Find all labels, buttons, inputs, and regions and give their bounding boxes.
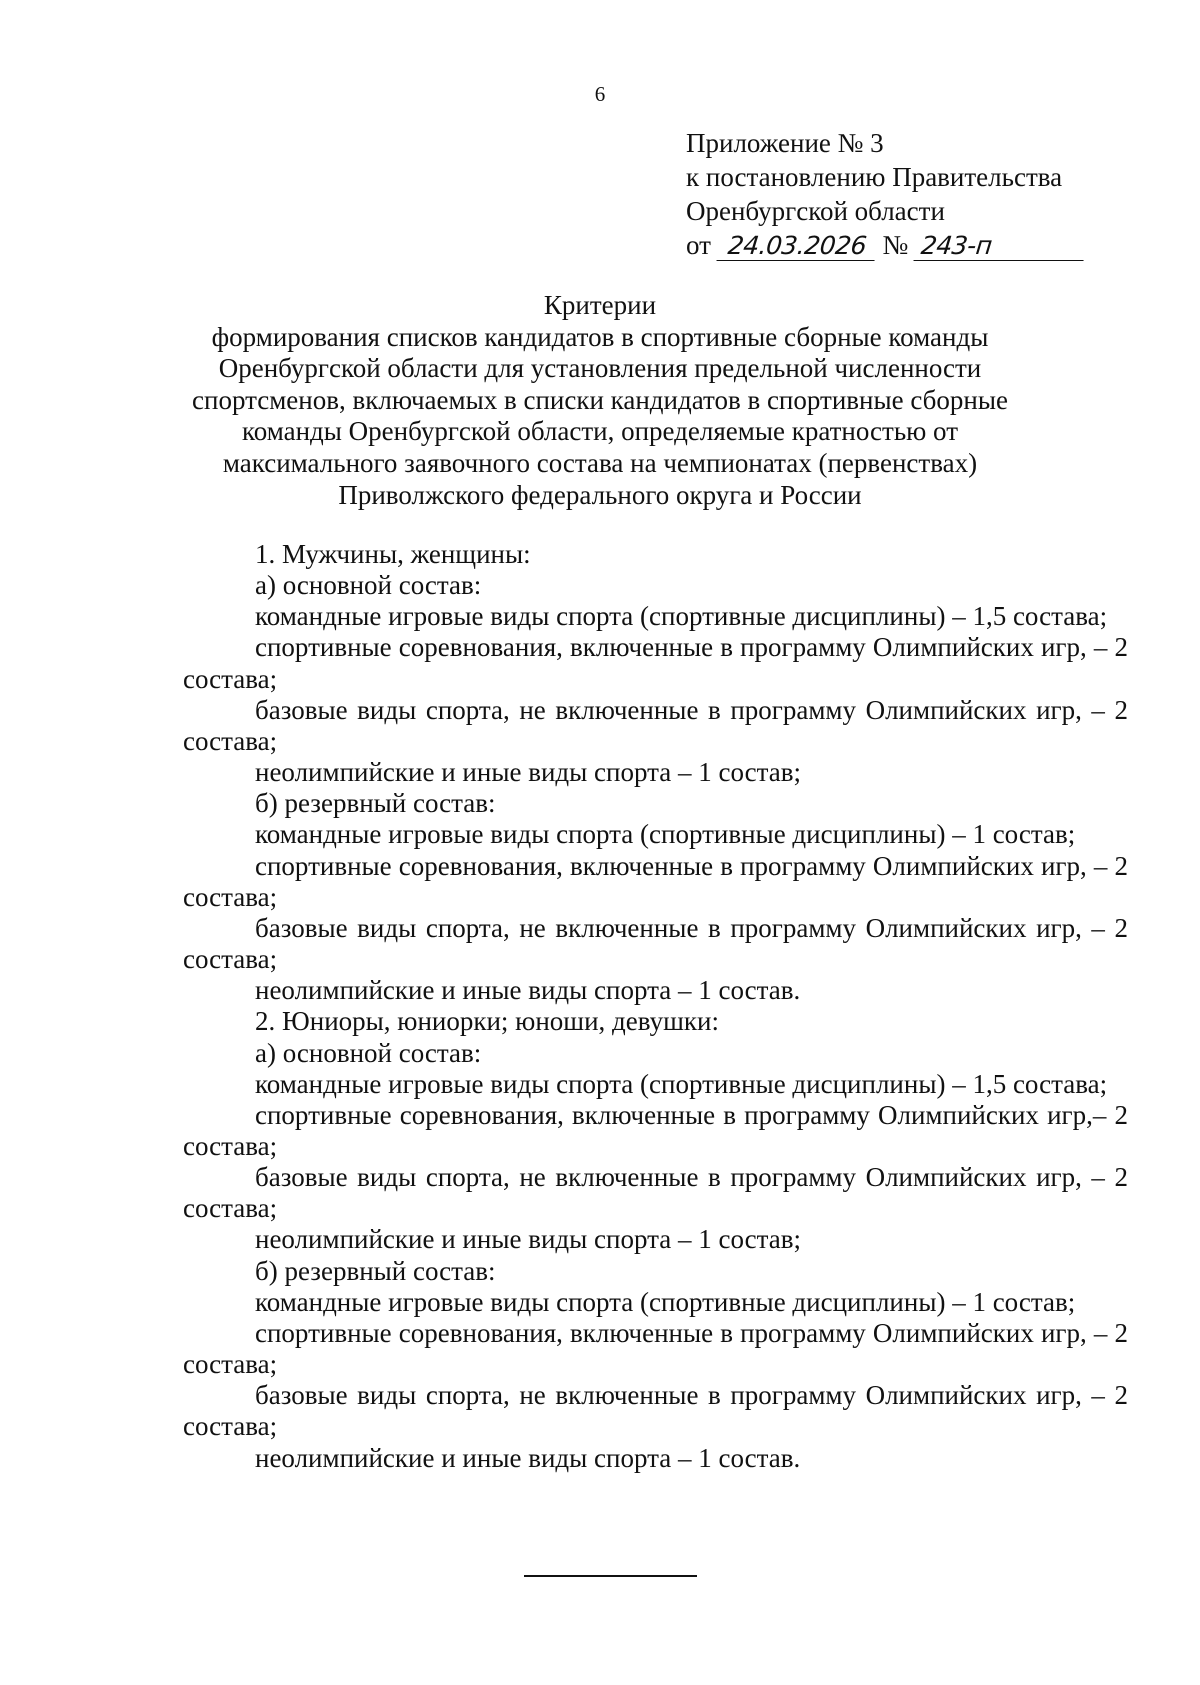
- appendix-title: Приложение № 3: [686, 128, 884, 158]
- title-line: формирования списков кандидатов в спортивные сборные команды: [211, 321, 989, 352]
- criteria-body: [183, 539, 1128, 1474]
- appendix-date-number: [686, 228, 1156, 262]
- title-line: команды Оренбургской области, определяемые кратностью от: [241, 416, 958, 447]
- handwritten-date: 24.03.2026: [716, 232, 877, 261]
- criteria-item: командные игровые виды спорта (спортивные дисциплины) – 1 состав;: [255, 819, 1076, 850]
- group-label: б) резервный состав:: [255, 788, 496, 819]
- appendix-resolution: к постановлению Правительства: [686, 162, 1063, 192]
- date-prefix: от: [686, 230, 711, 260]
- title-line: спортсменов, включаемых в списки кандидатов в спортивные сборные: [192, 384, 1008, 415]
- criteria-item: неолимпийские и иные виды спорта – 1 состав;: [255, 757, 801, 788]
- title-line: Оренбургской области для установления предельной численности: [218, 353, 982, 384]
- criteria-item: неолимпийские и иные виды спорта – 1 состав;: [255, 1224, 801, 1255]
- number-sign: №: [882, 230, 909, 260]
- criteria-item: неолимпийские и иные виды спорта – 1 состав.: [255, 975, 801, 1006]
- criteria-item: командные игровые виды спорта (спортивные дисциплины) – 1,5 состава;: [255, 1068, 1108, 1099]
- end-rule: [524, 1575, 697, 1577]
- title-line: максимального заявочного состава на чемпионатах (первенствах): [222, 447, 978, 478]
- criteria-item: спортивные соревнования, включенные в программу Олимпийских игр, – 2 состава;: [183, 850, 1128, 912]
- criteria-item: базовые виды спорта, не включенные в программу Олимпийских игр, – 2 состава;: [183, 1380, 1128, 1442]
- group-label: а) основной состав:: [255, 570, 482, 601]
- criteria-item: базовые виды спорта, не включенные в программу Олимпийских игр, – 2 состава;: [183, 912, 1128, 975]
- criteria-item: неолимпийские и иные виды спорта – 1 состав.: [255, 1442, 801, 1473]
- document-title: [160, 290, 1040, 511]
- criteria-item: базовые виды спорта, не включенные в программу Олимпийских игр, – 2 состава;: [183, 694, 1128, 756]
- title-heading: Критерии: [543, 290, 657, 320]
- criteria-item: базовые виды спорта, не включенные в программу Олимпийских игр, – 2 состава;: [183, 1162, 1128, 1224]
- section-heading: 2. Юниоры, юниорки; юноши, девушки:: [255, 1006, 719, 1037]
- criteria-item: спортивные соревнования, включенные в программу Олимпийских игр, – 2 состава;: [183, 1317, 1128, 1380]
- page-number: 6: [594, 82, 606, 106]
- criteria-item: командные игровые виды спорта (спортивные дисциплины) – 1 состав;: [255, 1286, 1076, 1317]
- criteria-item: спортивные соревнования, включенные в программу Олимпийских игр, – 2 состава;: [183, 632, 1128, 694]
- criteria-item: командные игровые виды спорта (спортивные дисциплины) – 1,5 состава;: [255, 601, 1108, 632]
- handwritten-number: 243-п: [913, 232, 1086, 261]
- title-line: Приволжского федерального округа и России: [338, 479, 862, 510]
- appendix-block: [686, 126, 1156, 262]
- section-heading: 1. Мужчины, женщины:: [255, 539, 531, 569]
- group-label: б) резервный состав:: [255, 1255, 496, 1286]
- criteria-item: спортивные соревнования, включенные в программу Олимпийских игр,– 2 состава;: [183, 1099, 1128, 1161]
- appendix-region: Оренбургской области: [686, 196, 945, 226]
- group-label: а) основной состав:: [255, 1037, 482, 1068]
